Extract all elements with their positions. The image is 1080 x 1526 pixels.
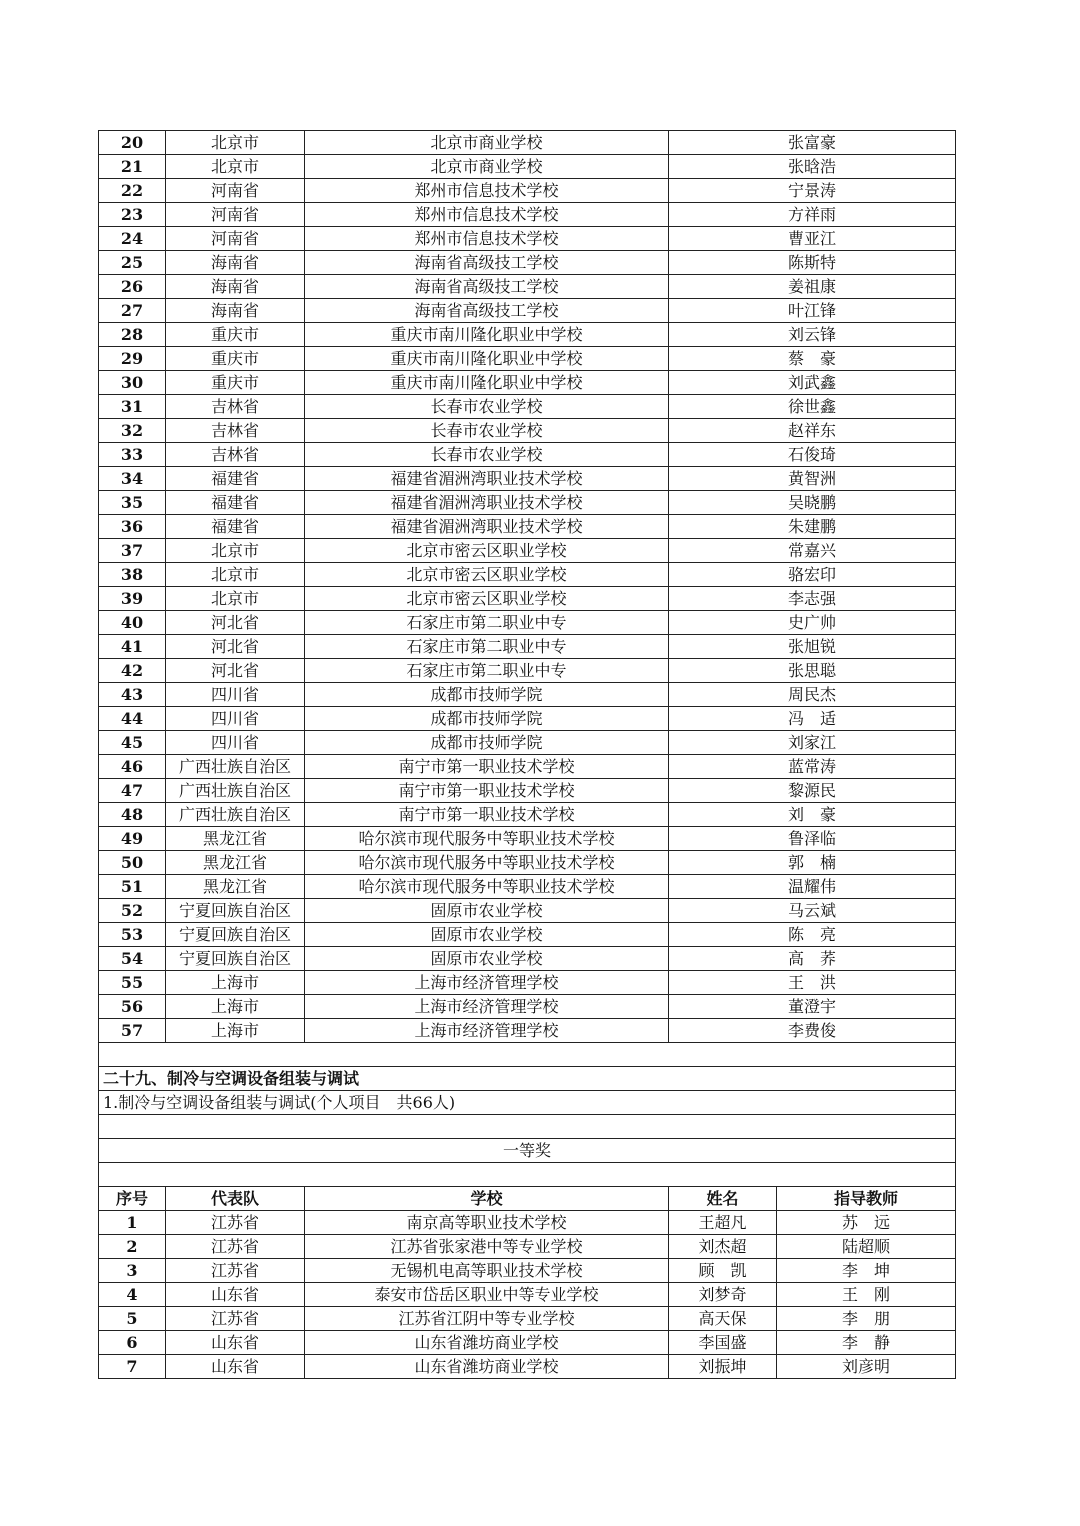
row-school: 成都市技师学院 (305, 731, 669, 755)
table-row (99, 443, 956, 467)
row-team: 山东省 (166, 1331, 305, 1355)
row-number: 6 (99, 1331, 166, 1355)
row-name: 黄智洲 (669, 467, 956, 491)
row-team: 江苏省 (166, 1307, 305, 1331)
row-team: 上海市 (166, 971, 305, 995)
row-number: 20 (99, 131, 166, 155)
row-name: 刘振坤 (669, 1355, 777, 1379)
table-row (99, 491, 956, 515)
row-name: 刘云锋 (669, 323, 956, 347)
header-name: 姓名 (669, 1187, 777, 1211)
row-number: 7 (99, 1355, 166, 1379)
row-team: 重庆市 (166, 347, 305, 371)
row-number: 28 (99, 323, 166, 347)
row-team: 四川省 (166, 707, 305, 731)
row-name: 常嘉兴 (669, 539, 956, 563)
row-team: 江苏省 (166, 1211, 305, 1235)
row-school: 南京高等职业技术学校 (305, 1211, 669, 1235)
row-school: 泰安市岱岳区职业中等专业学校 (305, 1283, 669, 1307)
row-number: 42 (99, 659, 166, 683)
row-school: 山东省潍坊商业学校 (305, 1331, 669, 1355)
row-name: 董澄宇 (669, 995, 956, 1019)
row-name: 冯 适 (669, 707, 956, 731)
table-row (99, 1331, 956, 1355)
section-title: 二十九、制冷与空调设备组装与调试 (99, 1067, 956, 1091)
row-number: 57 (99, 1019, 166, 1043)
table-row (99, 875, 956, 899)
table-row (99, 395, 956, 419)
table-row (99, 227, 956, 251)
row-school: 成都市技师学院 (305, 707, 669, 731)
table-row (99, 275, 956, 299)
row-team: 北京市 (166, 563, 305, 587)
row-number: 23 (99, 203, 166, 227)
row-school: 南宁市第一职业技术学校 (305, 755, 669, 779)
row-team: 河南省 (166, 179, 305, 203)
table-row (99, 323, 956, 347)
row-number: 3 (99, 1259, 166, 1283)
table-row (99, 1355, 956, 1379)
row-school: 海南省高级技工学校 (305, 275, 669, 299)
row-number: 25 (99, 251, 166, 275)
table-row (99, 611, 956, 635)
row-team: 宁夏回族自治区 (166, 923, 305, 947)
row-school: 江苏省江阴中等专业学校 (305, 1307, 669, 1331)
row-number: 32 (99, 419, 166, 443)
row-name: 王 洪 (669, 971, 956, 995)
row-number: 50 (99, 851, 166, 875)
row-school: 海南省高级技工学校 (305, 299, 669, 323)
table-row (99, 563, 956, 587)
row-school: 石家庄市第二职业中专 (305, 635, 669, 659)
row-number: 46 (99, 755, 166, 779)
row-school: 上海市经济管理学校 (305, 1019, 669, 1043)
row-number: 43 (99, 683, 166, 707)
row-school: 福建省湄洲湾职业技术学校 (305, 467, 669, 491)
row-name: 李志强 (669, 587, 956, 611)
row-team: 四川省 (166, 731, 305, 755)
table-row (99, 1307, 956, 1331)
row-name: 骆宏印 (669, 563, 956, 587)
row-number: 47 (99, 779, 166, 803)
row-number: 27 (99, 299, 166, 323)
table-row (99, 947, 956, 971)
row-school: 成都市技师学院 (305, 683, 669, 707)
row-name: 刘武鑫 (669, 371, 956, 395)
row-name: 叶江锋 (669, 299, 956, 323)
row-school: 海南省高级技工学校 (305, 251, 669, 275)
blank-row (99, 1163, 956, 1187)
row-school: 江苏省张家港中等专业学校 (305, 1235, 669, 1259)
top-rows (99, 131, 956, 1043)
table-row (99, 515, 956, 539)
blank-row (99, 1043, 956, 1067)
row-school: 长春市农业学校 (305, 443, 669, 467)
row-school: 南宁市第一职业技术学校 (305, 803, 669, 827)
table-row (99, 251, 956, 275)
table-row (99, 1259, 956, 1283)
row-number: 37 (99, 539, 166, 563)
row-school: 重庆市南川隆化职业中学校 (305, 323, 669, 347)
row-name: 刘 豪 (669, 803, 956, 827)
row-teacher: 王 刚 (777, 1283, 956, 1307)
row-name: 蓝常涛 (669, 755, 956, 779)
row-number: 54 (99, 947, 166, 971)
table-row (99, 299, 956, 323)
row-name: 方祥雨 (669, 203, 956, 227)
row-name: 陈 亮 (669, 923, 956, 947)
award-title: 一等奖 (99, 1139, 956, 1163)
table-row (99, 467, 956, 491)
row-team: 山东省 (166, 1283, 305, 1307)
row-name: 顾 凯 (669, 1259, 777, 1283)
row-school: 哈尔滨市现代服务中等职业技术学校 (305, 851, 669, 875)
row-school: 重庆市南川隆化职业中学校 (305, 347, 669, 371)
row-school: 北京市密云区职业学校 (305, 563, 669, 587)
table-row (99, 131, 956, 155)
row-name: 姜祖康 (669, 275, 956, 299)
table-row (99, 803, 956, 827)
row-name: 蔡 豪 (669, 347, 956, 371)
table-row (99, 731, 956, 755)
row-name: 吴晓鹏 (669, 491, 956, 515)
row-team: 吉林省 (166, 443, 305, 467)
row-name: 刘梦奇 (669, 1283, 777, 1307)
row-team: 宁夏回族自治区 (166, 899, 305, 923)
table-row (99, 1211, 956, 1235)
bottom-rows (99, 1211, 956, 1379)
row-number: 56 (99, 995, 166, 1019)
row-name: 张旭锐 (669, 635, 956, 659)
table-row (99, 203, 956, 227)
row-team: 吉林省 (166, 395, 305, 419)
table-row (99, 1283, 956, 1307)
row-name: 周民杰 (669, 683, 956, 707)
row-team: 江苏省 (166, 1259, 305, 1283)
row-teacher: 苏 远 (777, 1211, 956, 1235)
row-number: 22 (99, 179, 166, 203)
row-number: 5 (99, 1307, 166, 1331)
table-row (99, 971, 956, 995)
row-number: 31 (99, 395, 166, 419)
row-school: 郑州市信息技术学校 (305, 179, 669, 203)
header-no: 序号 (99, 1187, 166, 1211)
table-row (99, 659, 956, 683)
table-row (99, 179, 956, 203)
section-subtitle-row (99, 1091, 956, 1115)
row-school: 固原市农业学校 (305, 923, 669, 947)
row-school: 北京市商业学校 (305, 131, 669, 155)
section-title-row (99, 1067, 956, 1091)
row-name: 徐世鑫 (669, 395, 956, 419)
row-number: 44 (99, 707, 166, 731)
row-number: 34 (99, 467, 166, 491)
header-teacher: 指导教师 (777, 1187, 956, 1211)
row-number: 55 (99, 971, 166, 995)
row-number: 48 (99, 803, 166, 827)
row-team: 山东省 (166, 1355, 305, 1379)
row-team: 上海市 (166, 995, 305, 1019)
row-school: 固原市农业学校 (305, 899, 669, 923)
row-number: 38 (99, 563, 166, 587)
row-team: 重庆市 (166, 323, 305, 347)
row-name: 高天保 (669, 1307, 777, 1331)
row-number: 30 (99, 371, 166, 395)
row-number: 24 (99, 227, 166, 251)
table-row (99, 683, 956, 707)
row-school: 长春市农业学校 (305, 395, 669, 419)
row-teacher: 李 静 (777, 1331, 956, 1355)
table-row (99, 1019, 956, 1043)
row-teacher: 李 坤 (777, 1259, 956, 1283)
row-name: 马云斌 (669, 899, 956, 923)
row-number: 33 (99, 443, 166, 467)
row-team: 北京市 (166, 539, 305, 563)
row-team: 宁夏回族自治区 (166, 947, 305, 971)
row-team: 福建省 (166, 467, 305, 491)
row-team: 广西壮族自治区 (166, 803, 305, 827)
row-school: 上海市经济管理学校 (305, 971, 669, 995)
row-teacher: 李 朋 (777, 1307, 956, 1331)
award-row (99, 1139, 956, 1163)
row-name: 李国盛 (669, 1331, 777, 1355)
row-number: 49 (99, 827, 166, 851)
row-name: 朱建鹏 (669, 515, 956, 539)
row-number: 39 (99, 587, 166, 611)
row-number: 53 (99, 923, 166, 947)
row-school: 山东省潍坊商业学校 (305, 1355, 669, 1379)
row-school: 无锡机电高等职业技术学校 (305, 1259, 669, 1283)
row-team: 广西壮族自治区 (166, 755, 305, 779)
row-team: 海南省 (166, 275, 305, 299)
table-row (99, 899, 956, 923)
row-team: 北京市 (166, 131, 305, 155)
section (99, 1043, 956, 1211)
row-school: 福建省湄洲湾职业技术学校 (305, 491, 669, 515)
row-name: 温耀伟 (669, 875, 956, 899)
row-name: 陈斯特 (669, 251, 956, 275)
row-school: 石家庄市第二职业中专 (305, 659, 669, 683)
row-school: 南宁市第一职业技术学校 (305, 779, 669, 803)
row-team: 河南省 (166, 203, 305, 227)
header-school: 学校 (305, 1187, 669, 1211)
row-name: 高 荞 (669, 947, 956, 971)
row-school: 北京市密云区职业学校 (305, 539, 669, 563)
table-row (99, 851, 956, 875)
blank-row (99, 1115, 956, 1139)
row-name: 曹亚江 (669, 227, 956, 251)
section-subtitle: 1.制冷与空调设备组装与调试(个人项目 共66人) (99, 1091, 956, 1115)
row-team: 黑龙江省 (166, 851, 305, 875)
table-row (99, 155, 956, 179)
row-school: 郑州市信息技术学校 (305, 227, 669, 251)
row-name: 张晗浩 (669, 155, 956, 179)
table-row (99, 587, 956, 611)
row-team: 黑龙江省 (166, 827, 305, 851)
row-team: 海南省 (166, 251, 305, 275)
row-school: 北京市密云区职业学校 (305, 587, 669, 611)
row-team: 福建省 (166, 515, 305, 539)
row-team: 北京市 (166, 587, 305, 611)
row-team: 北京市 (166, 155, 305, 179)
row-number: 29 (99, 347, 166, 371)
row-name: 张富豪 (669, 131, 956, 155)
row-school: 郑州市信息技术学校 (305, 203, 669, 227)
row-team: 吉林省 (166, 419, 305, 443)
row-number: 45 (99, 731, 166, 755)
row-school: 长春市农业学校 (305, 419, 669, 443)
row-team: 河北省 (166, 635, 305, 659)
row-name: 李费俊 (669, 1019, 956, 1043)
row-teacher: 陆超顺 (777, 1235, 956, 1259)
row-team: 河北省 (166, 659, 305, 683)
row-name: 宁景涛 (669, 179, 956, 203)
table-row (99, 755, 956, 779)
header-team: 代表队 (166, 1187, 305, 1211)
row-number: 1 (99, 1211, 166, 1235)
row-school: 哈尔滨市现代服务中等职业技术学校 (305, 875, 669, 899)
row-school: 哈尔滨市现代服务中等职业技术学校 (305, 827, 669, 851)
row-number: 41 (99, 635, 166, 659)
row-number: 2 (99, 1235, 166, 1259)
header-row (99, 1187, 956, 1211)
row-team: 黑龙江省 (166, 875, 305, 899)
row-number: 35 (99, 491, 166, 515)
row-number: 36 (99, 515, 166, 539)
row-number: 4 (99, 1283, 166, 1307)
row-school: 北京市商业学校 (305, 155, 669, 179)
row-team: 四川省 (166, 683, 305, 707)
row-number: 51 (99, 875, 166, 899)
row-name: 王超凡 (669, 1211, 777, 1235)
row-school: 福建省湄洲湾职业技术学校 (305, 515, 669, 539)
row-school: 固原市农业学校 (305, 947, 669, 971)
row-number: 52 (99, 899, 166, 923)
table-row (99, 779, 956, 803)
table-row (99, 923, 956, 947)
row-team: 河北省 (166, 611, 305, 635)
row-name: 鲁泽临 (669, 827, 956, 851)
results-table (98, 130, 956, 1379)
row-team: 海南省 (166, 299, 305, 323)
row-name: 张思聪 (669, 659, 956, 683)
table-row (99, 371, 956, 395)
table-row (99, 827, 956, 851)
table-row (99, 419, 956, 443)
row-name: 史广帅 (669, 611, 956, 635)
row-school: 石家庄市第二职业中专 (305, 611, 669, 635)
row-name: 郭 楠 (669, 851, 956, 875)
row-team: 重庆市 (166, 371, 305, 395)
row-name: 刘家江 (669, 731, 956, 755)
row-number: 26 (99, 275, 166, 299)
row-team: 福建省 (166, 491, 305, 515)
table-row (99, 995, 956, 1019)
table-row (99, 1235, 956, 1259)
table-row (99, 347, 956, 371)
table-row (99, 539, 956, 563)
row-team: 河南省 (166, 227, 305, 251)
row-number: 21 (99, 155, 166, 179)
row-number: 40 (99, 611, 166, 635)
table-row (99, 707, 956, 731)
row-name: 石俊琦 (669, 443, 956, 467)
table-row (99, 635, 956, 659)
row-teacher: 刘彦明 (777, 1355, 956, 1379)
row-team: 江苏省 (166, 1235, 305, 1259)
row-name: 刘杰超 (669, 1235, 777, 1259)
row-name: 黎源民 (669, 779, 956, 803)
row-name: 赵祥东 (669, 419, 956, 443)
row-school: 上海市经济管理学校 (305, 995, 669, 1019)
row-team: 上海市 (166, 1019, 305, 1043)
row-school: 重庆市南川隆化职业中学校 (305, 371, 669, 395)
row-team: 广西壮族自治区 (166, 779, 305, 803)
